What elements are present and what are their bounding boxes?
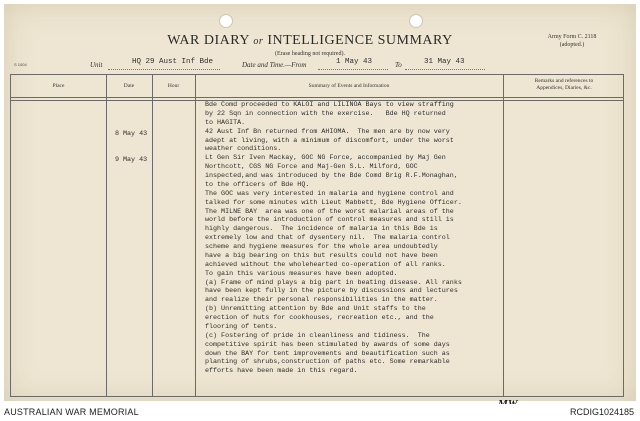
summary-line: The MILNE BAY area was one of the worst malarial areas of the xyxy=(205,207,454,216)
archive-footer xyxy=(0,404,640,421)
summary-line: have been kept fully in the picture by discussions and lectures xyxy=(205,287,458,296)
summary-line: (a) Frame of mind plays a big part in beating disease. All ranks xyxy=(205,278,462,287)
summary-line: adept at living, with a minimum of discomfort, under the worst xyxy=(205,136,454,145)
summary-line: achieved without the wholehearted co-operation of all ranks. xyxy=(205,260,446,269)
diary-table xyxy=(10,74,624,397)
document-subtitle: (Erase heading not required). xyxy=(275,51,345,57)
title-or: or xyxy=(253,36,264,47)
punch-hole-left xyxy=(219,14,233,28)
summary-line: Lt Gen Sir Iven Mackay, GOC NG Force, accompanied by Maj Gen xyxy=(205,154,446,163)
summary-line: competitive spirit has been stimulated by awards of some days xyxy=(205,340,450,349)
remarks-line-2: Appendices, Diaries, &c. xyxy=(536,85,592,91)
entry-date-8-may: 8 May 43 xyxy=(115,130,148,138)
unit-label: Unit xyxy=(90,61,103,69)
summary-text xyxy=(205,101,505,376)
column-divider-place xyxy=(106,75,107,396)
column-divider-date xyxy=(152,75,153,396)
column-header-summary: Summary of Events and Information xyxy=(308,83,390,89)
summary-line: and realize their personal responsibilities in the matter. xyxy=(205,296,438,305)
unit-value: HQ 29 Aust Inf Bde xyxy=(132,58,214,66)
summary-line: flooring of tents. xyxy=(205,322,278,331)
date-from-dotted-line xyxy=(318,69,388,70)
date-to-label: To xyxy=(395,61,402,69)
summary-line: The GOC was very interested in malaria and hygiene control and xyxy=(205,189,454,198)
summary-line: by 22 Sqn in connection with the exercise. Bde HQ returned xyxy=(205,109,446,118)
column-divider-hour xyxy=(195,75,196,396)
summary-line: scheme and hygiene measures for the whole area undoubtedly xyxy=(205,243,438,251)
summary-line: erection of huts for cookhouses, recreation etc., and the xyxy=(205,314,434,322)
form-code: S 1004 xyxy=(14,62,27,67)
form-note: (adopted.) xyxy=(559,42,585,48)
summary-line: extremely low and that of dysentery nil. The malaria control xyxy=(205,234,450,243)
document-title xyxy=(150,33,470,49)
summary-line: world before the introduction of control measures and still is xyxy=(205,216,454,225)
column-header-date: Date xyxy=(123,83,135,89)
summary-line: Bde Comd proceeded to KALOI and LILINOA Bays to view straffing xyxy=(205,101,454,109)
date-from-value: 1 May 43 xyxy=(336,58,373,66)
column-header-hour: Hour xyxy=(167,83,180,89)
form-number: Army Form C. 2118 xyxy=(547,34,597,40)
title-war-diary: WAR DIARY xyxy=(167,33,250,48)
summary-line: planting of shrubs,construction of paths etc. Some remarkable xyxy=(205,358,450,367)
punch-hole-right xyxy=(409,14,423,28)
summary-line: weather conditions. xyxy=(205,145,282,154)
summary-line: inspected,and was introduced by the Bde Comd Brig R.F.Monaghan, xyxy=(205,172,458,180)
summary-line: Northcott, CGS NG Force and Maj-Gen S.L. Milford, GOC xyxy=(205,163,418,172)
summary-line: To gain this various measures have been adopted. xyxy=(205,269,398,278)
summary-line: down the BAY for tent improvements and beautification such as xyxy=(205,349,450,358)
summary-line: to HAGITA. xyxy=(205,118,246,127)
column-header-remarks xyxy=(504,78,624,92)
summary-line: (c) Fostering of pride in cleanliness and tidiness. The xyxy=(205,331,430,340)
title-intelligence-summary: INTELLIGENCE SUMMARY xyxy=(267,33,453,48)
footer-institution: AUSTRALIAN WAR MEMORIAL xyxy=(4,407,139,417)
summary-line: efforts have been made in this regard. xyxy=(205,367,358,376)
summary-line: to the officers of Bde HQ. xyxy=(205,180,310,189)
summary-line: talked for some minutes with Lieut Mabbett, Bde Hygiene Officer. xyxy=(205,198,462,207)
form-id xyxy=(532,33,612,49)
summary-line: have a big bearing on this but results could not have been xyxy=(205,251,438,260)
unit-dotted-line xyxy=(108,69,220,70)
date-to-value: 31 May 43 xyxy=(424,58,465,66)
summary-line: highly dangerous. The incidence of malaria in this Bde is xyxy=(205,225,438,234)
column-header-place: Place xyxy=(52,83,65,89)
header-rule xyxy=(11,97,623,98)
date-time-label: Date and Time.—From xyxy=(242,61,307,69)
remarks-line-1: Remarks and references to xyxy=(534,78,594,84)
summary-line: 42 Aust Inf Bn returned from AHIOMA. The men are by now very xyxy=(205,127,450,136)
entry-date-9-may: 9 May 43 xyxy=(115,156,148,164)
footer-reference-id: RCDIG1024185 xyxy=(569,407,634,417)
date-to-dotted-line xyxy=(405,69,485,70)
summary-line: (b) Unremitting attention by Bde and Unit staffs to the xyxy=(205,305,426,314)
